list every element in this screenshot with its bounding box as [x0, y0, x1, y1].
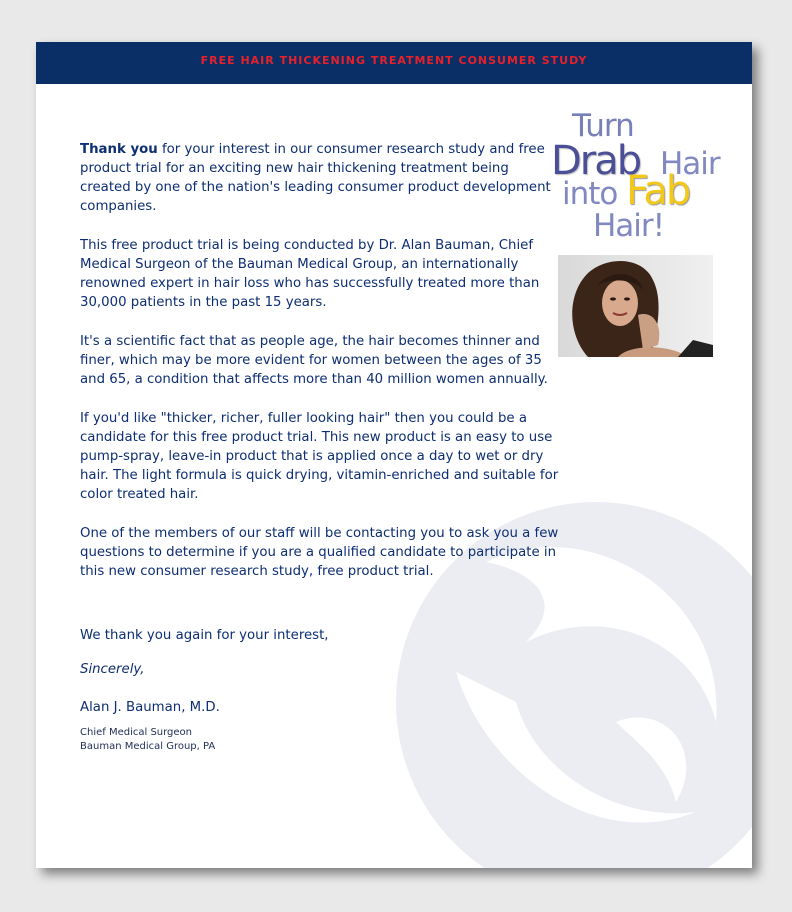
paragraph-candidate: If you'd like "thicker, richer, fuller looking hair" then you could be a candidate for this free product trial. This new product is an easy to use pump-spray, leave-in product that is applied once a day to wet or dry hair. The light formula is quick drying, vitamin-enriched and suitable for color treated hair. [80, 411, 559, 502]
promo-word-into: into [562, 176, 618, 212]
promo-word-fab: Fab [626, 168, 690, 214]
header-title: FREE HAIR THICKENING TREATMENT CONSUMER STUDY [200, 54, 588, 67]
closing-line: We thank you again for your interest, [80, 628, 329, 643]
signature-title [80, 726, 215, 754]
woman-photo-image [558, 255, 713, 357]
signature-title-line1: Chief Medical Surgeon [80, 727, 193, 738]
paragraph-contact: One of the members of our staff will be contacting you to ask you a few questions to determine if you are a qualified candidate to participate in this new consumer research study, free product trial. [80, 526, 559, 579]
intro-text: for your interest in our consumer research study and free product trial for an exciting new hair thickening treatment being created by one of the nation's leading consumer product development companies. [80, 142, 551, 214]
page-header [36, 42, 752, 84]
paragraph-intro [80, 140, 560, 216]
signature-name: Alan J. Bauman, M.D. [80, 700, 220, 715]
promo-word-hair-exclaim: Hair! [593, 208, 665, 244]
thank-you-bold: Thank you [80, 142, 158, 157]
promo-word-turn: Turn [572, 108, 634, 144]
woman-photo [558, 255, 713, 357]
promo-word-drab: Drab [551, 138, 641, 184]
promo-word-hair: Hair [660, 146, 720, 182]
letter-body [80, 140, 560, 601]
signature-title-line2: Bauman Medical Group, PA [80, 741, 216, 752]
promo-logo [546, 108, 736, 248]
letter-page [36, 42, 752, 868]
paragraph-fact: It's a scientific fact that as people age, the hair becomes thinner and finer, which may be more evident for women between the ages of 35 and 65, a condition that affects more than 40 million women annually. [80, 334, 548, 387]
sincerely-line: Sincerely, [80, 662, 145, 677]
paragraph-conductor: This free product trial is being conducted by Dr. Alan Bauman, Chief Medical Surgeon of the Bauman Medical Group, an internationally renowned expert in hair loss who has successfully treated more than 30,000 patients in the past 15 years. [80, 238, 540, 310]
